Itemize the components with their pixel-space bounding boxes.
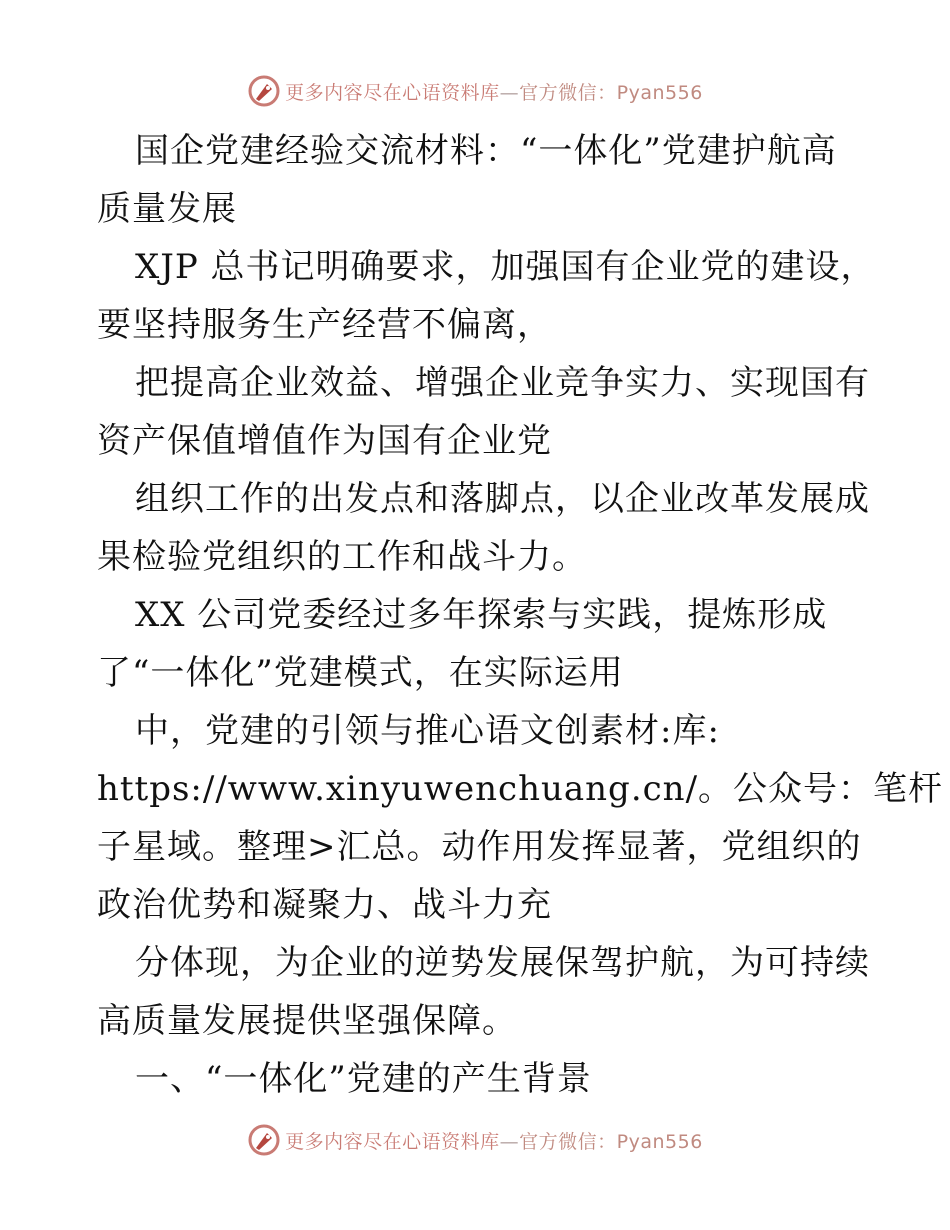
document-line: 质量发展 [97, 189, 237, 229]
document-line: 一、“一体化”党建的产生背景 [135, 1059, 592, 1099]
document-line: 要坚持服务生产经营不偏离， [97, 305, 552, 345]
watermark-text: 更多内容尽在心语资料库—官方微信：Pyan556 [285, 1130, 703, 1153]
document-line: 中，党建的引领与推心语文创素材:库: [135, 711, 720, 751]
document-line: XJP 总书记明确要求，加强国有企业党的建设， [135, 247, 876, 287]
footer-watermark-banner [0, 1120, 950, 1160]
document-line: 分体现，为企业的逆势发展保驾护航，为可持续 [135, 943, 870, 983]
document-line: 资产保值增值作为国有企业党 [97, 421, 552, 461]
pen-nib-logo-icon [247, 1123, 281, 1157]
pen-nib-logo-icon [247, 74, 281, 108]
document-line: 国企党建经验交流材料：“一体化”党建护航高 [135, 131, 837, 171]
header-watermark-banner [0, 71, 950, 111]
document-line: 果检验党组织的工作和战斗力。 [97, 537, 587, 577]
document-line: https://www.xinyuwenchuang.cn/。公众号：笔杆 [97, 769, 944, 809]
document-line: 高质量发展提供坚强保障。 [97, 1001, 517, 1041]
document-line: 政治优势和凝聚力、战斗力充 [97, 885, 552, 925]
document-line: 子星域。整理>汇总。动作用发挥显著，党组织的 [97, 827, 862, 867]
document-line: 把提高企业效益、增强企业竞争实力、实现国有 [135, 363, 870, 403]
document-line: 了“一体化”党建模式，在实际运用 [97, 653, 624, 693]
document-line: XX 公司党委经过多年探索与实践，提炼形成 [135, 595, 828, 635]
document-line: 组织工作的出发点和落脚点，以企业改革发展成 [135, 479, 870, 519]
watermark-text: 更多内容尽在心语资料库—官方微信：Pyan556 [285, 81, 703, 104]
document-body [97, 122, 944, 1108]
